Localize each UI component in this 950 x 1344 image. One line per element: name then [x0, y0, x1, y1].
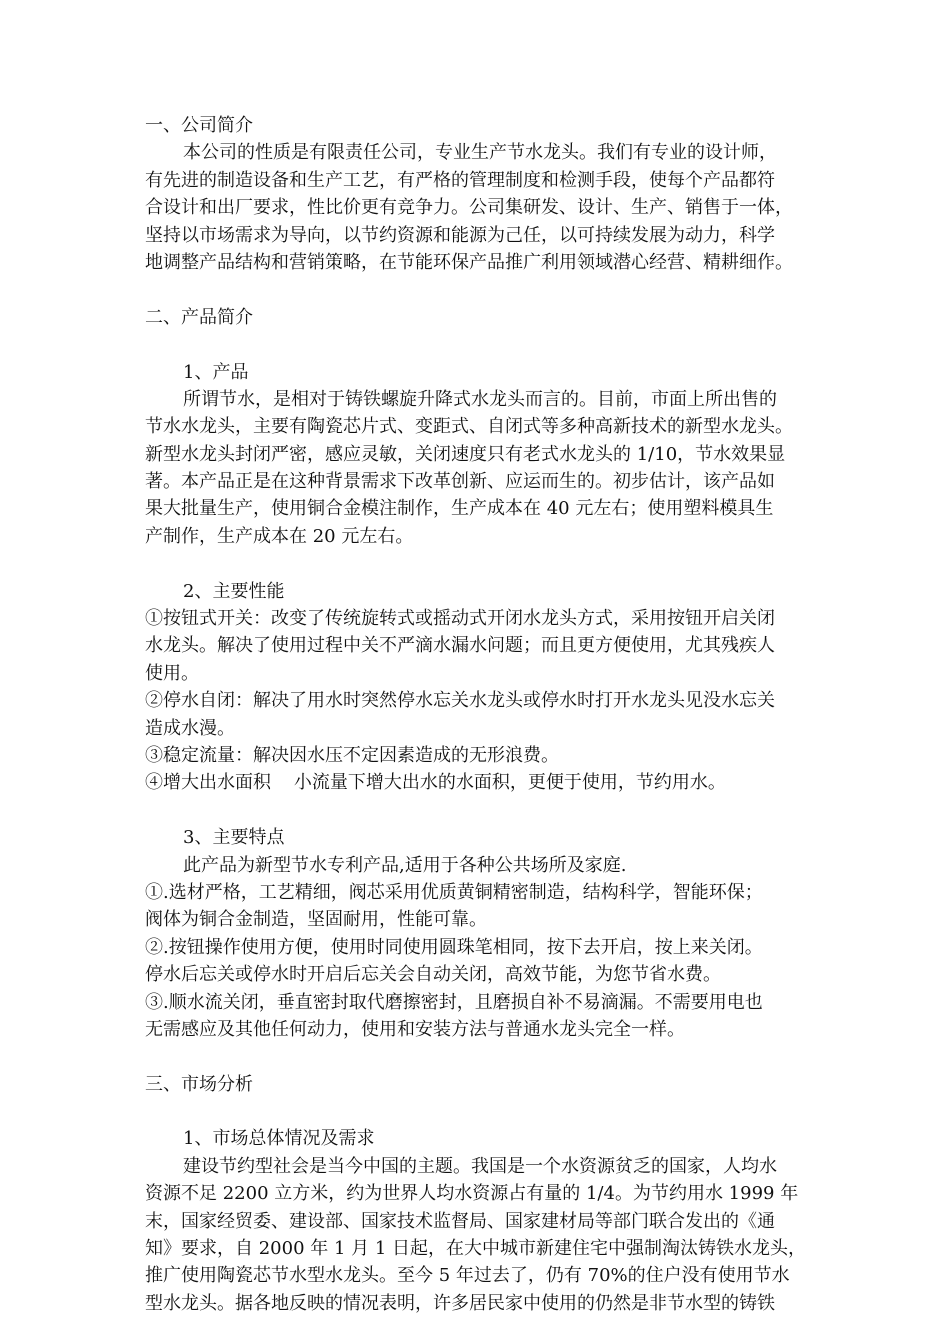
paragraph-line: 本公司的性质是有限责任公司，专业生产节水龙头。我们有专业的设计师，: [183, 142, 777, 164]
paragraph-line: ④增大出水面积 小流量下增大出水的水面积，更便于使用，节约用水。: [145, 772, 726, 794]
paragraph-line: 此产品为新型节水专利产品,适用于各种公共场所及家庭.: [183, 854, 627, 876]
paragraph-line: ②.按钮操作使用方便，使用时同使用圆珠笔相同，按下去开启，按上来关闭。: [145, 936, 763, 958]
paragraph-line: ①.选材严格，工艺精细，阀芯采用优质黄铜精密制造，结构科学，智能环保；: [145, 881, 763, 903]
paragraph-line: 资源不足 2200 立方米，约为世界人均水资源占有量的 1/4。为节约用水 1999 年: [145, 1183, 799, 1205]
subheading-features: 3、主要特点: [183, 827, 285, 849]
blank-line: [145, 331, 815, 358]
paragraph-line: ①按钮式开关：改变了传统旋转式或摇动式开闭水龙头方式，采用按钮开启关闭: [145, 608, 775, 630]
paragraph-line: ②停水自闭：解决了用水时突然停水忘关水龙头或停水时打开水龙头见没水忘关: [145, 690, 775, 712]
paragraph-line: 产制作，生产成本在 20 元左右。: [145, 525, 414, 547]
paragraph-line: 合设计和出厂要求，性比价更有竞争力。公司集研发、设计、生产、销售于一体，: [145, 197, 793, 219]
paragraph-line: 新型水龙头封闭严密，感应灵敏，关闭速度只有老式水龙头的 1/10，节水效果显: [145, 443, 786, 465]
blank-line: [145, 1043, 815, 1070]
paragraph-line: ③稳定流量：解决因水压不定因素造成的无形浪费。: [145, 744, 559, 766]
paragraph-line: 停水后忘关或停水时开启后忘关会自动关闭，高效节能，为您节省水费。: [145, 964, 721, 986]
paragraph-line: 造成水漫。: [145, 717, 235, 739]
section-heading-company: 一、公司简介: [145, 115, 253, 136]
paragraph-line: ③.顺水流关闭，垂直密封取代磨擦密封，且磨损自补不易滴漏。不需要用电也: [145, 991, 763, 1013]
paragraph-line: 推广使用陶瓷芯节水型水龙头。至今 5 年过去了，仍有 70%的住户没有使用节水: [145, 1265, 790, 1287]
paragraph-line: 坚持以市场需求为导向，以节约资源和能源为己任，以可持续发展为动力，科学: [145, 224, 775, 246]
subheading-market-overview: 1、市场总体情况及需求: [183, 1128, 375, 1150]
paragraph-line: 使用。: [145, 662, 199, 684]
paragraph-line: 建设节约型社会是当今中国的主题。我国是一个水资源贫乏的国家，人均水: [183, 1155, 777, 1177]
paragraph-line: 末，国家经贸委、建设部、国家技术监督局、国家建材局等部门联合发出的《通: [145, 1210, 775, 1232]
paragraph-line: 型水龙头。据各地反映的情况表明，许多居民家中使用的仍然是非节水型的铸铁: [145, 1292, 775, 1314]
paragraph-line: 地调整产品结构和营销策略，在节能环保产品推广利用领域潜心经营、精耕细作。: [145, 251, 793, 273]
paragraph-line: 所谓节水，是相对于铸铁螺旋升降式水龙头而言的。目前，市面上所出售的: [183, 388, 777, 410]
paragraph-line: 知》要求，自 2000 年 1 月 1 日起，在大中城市新建住宅中强制淘汰铸铁水龙头，: [145, 1238, 807, 1260]
blank-line: [145, 1098, 815, 1125]
section-heading-market: 三、市场分析: [145, 1073, 253, 1095]
paragraph-line: 水龙头。解决了使用过程中关不严滴水漏水问题；而且更方便使用，尤其残疾人: [145, 635, 775, 657]
blank-line: [145, 797, 815, 824]
section-heading-product: 二、产品简介: [145, 306, 253, 328]
paragraph-line: 著。本产品正是在这种背景需求下改革创新、应运而生的。初步估计，该产品如: [145, 471, 775, 493]
paragraph-line: 节水水龙头，主要有陶瓷芯片式、变距式、自闭式等多种高新技术的新型水龙头。: [145, 416, 793, 438]
subheading-performance: 2、主要性能: [183, 580, 285, 602]
paragraph-line: 阀体为铜合金制造，坚固耐用，性能可靠。: [145, 909, 487, 931]
subheading-product: 1、产品: [183, 361, 249, 383]
document-page: [145, 112, 815, 1317]
paragraph-line: 有先进的制造设备和生产工艺，有严格的管理制度和检测手段，使每个产品都符: [145, 169, 775, 191]
blank-line: [145, 550, 815, 577]
blank-line: [145, 276, 815, 303]
paragraph-line: 无需感应及其他任何动力，使用和安装方法与普通水龙头完全一样。: [145, 1018, 685, 1040]
paragraph-line: 果大批量生产，使用铜合金模注制作，生产成本在 40 元左右；使用塑料模具生: [145, 498, 774, 520]
